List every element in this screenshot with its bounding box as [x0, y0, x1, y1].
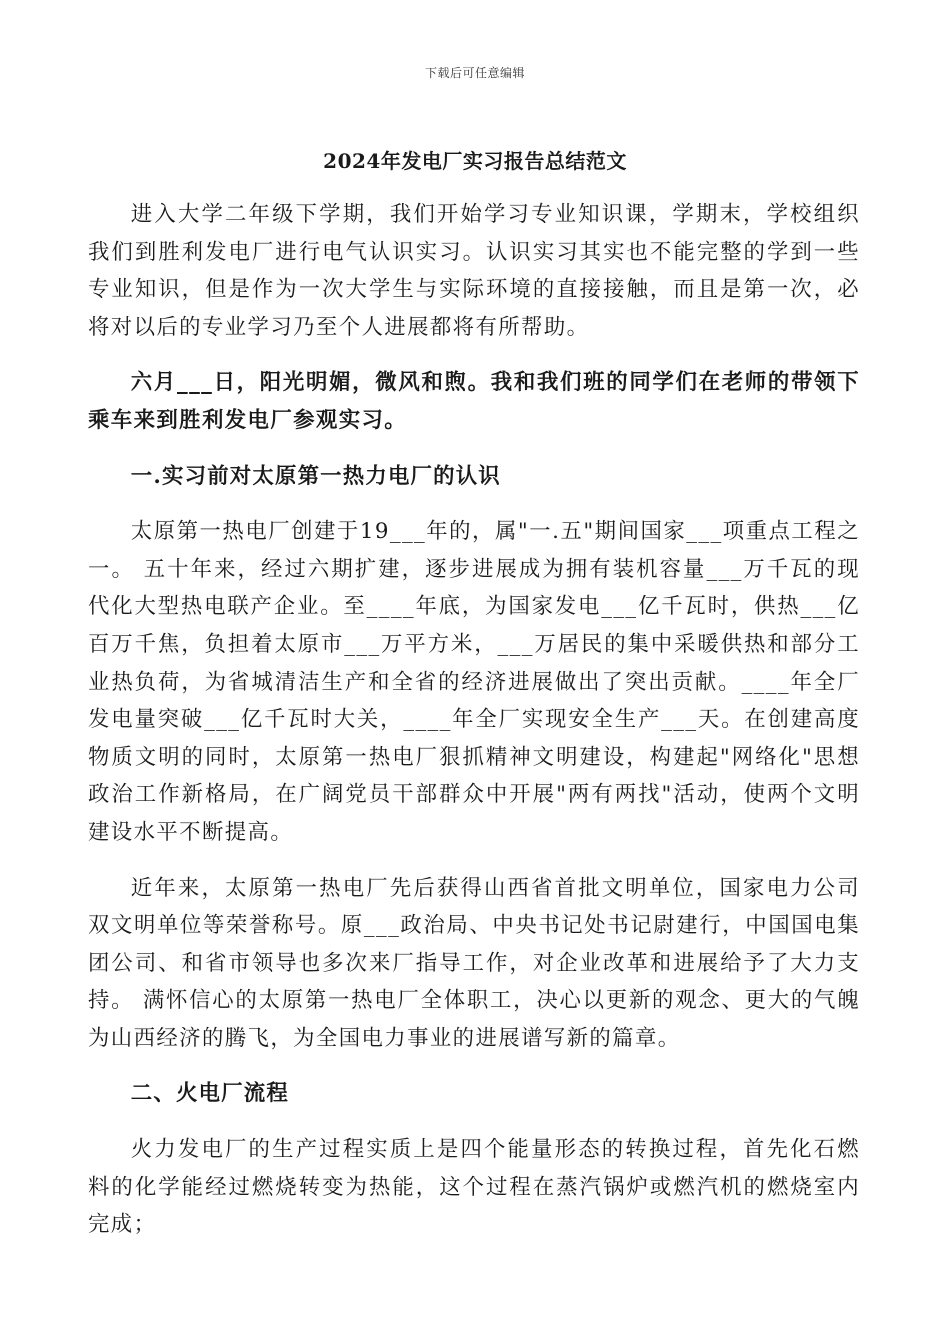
section1-paragraph-1: 太原第一热电厂创建于19___年的，属"一.五"期间国家___项重点工程之一。 五十年来，经过六期扩建，逐步进展成为拥有装机容量___万千瓦的现代化大型热电联产企业。至____年底，为国家发电___亿千瓦时，供热___亿百万千焦，负担着太原市___万平方米，___万居民的集中采暖供热和部分工业热负荷，为省城清洁生产和全省的经济进展做出了突出贡献。____年全厂发电量突破___亿千瓦时大关，____年全厂实现安全生产___天。在创建高度物质文明的同时，太原第一热电厂狠抓精神文明建设，构建起"网络化"思想政治工作新格局，在广阔党员干部群众中开展"两有两找"活动，使两个文明建设水平不断提高。 [88, 519, 860, 845]
intro-paragraph: 进入大学二年级下学期，我们开始学习专业知识课，学期末，学校组织我们到胜利发电厂进行电气认识实习。认识实习其实也不能完整的学到一些专业知识，但是作为一次大学生与实际环境的直接接触，而且是第一次，必将对以后的专业学习乃至个人进展都将有所帮助。 [88, 202, 860, 340]
section2-paragraph-1: 火力发电厂的生产过程实质上是四个能量形态的转换过程，首先化石燃料的化学能经过燃烧转变为热能，这个过程在蒸汽锅炉或燃汽机的燃烧室内完成； [88, 1137, 860, 1238]
document-title: 2024年发电厂实习报告总结范文 [323, 149, 627, 173]
header-watermark: 下载后可任意编辑 [424, 66, 525, 80]
section-heading-2: 二、火电厂流程 [130, 1081, 289, 1107]
document-body [88, 196, 860, 1262]
section1-paragraph-2: 近年来，太原第一热电厂先后获得山西省首批文明单位，国家电力公司双文明单位等荣誉称号。原___政治局、中央书记处书记尉建行，中国国电集团公司、和省市领导也多次来厂指导工作，对企业改革和进展给予了大力支持。 满怀信心的太原第一热电厂全体职工，决心以更新的观念、更大的气魄为山西经济的腾飞，为全国电力事业的进展谱写新的篇章。 [88, 875, 860, 1051]
section-heading-1: 一.实习前对太原第一热力电厂的认识 [130, 463, 501, 489]
visit-paragraph: 六月___日，阳光明媚，微风和煦。我和我们班的同学们在老师的带领下乘车来到胜利发电厂参观实习。 [88, 370, 860, 433]
